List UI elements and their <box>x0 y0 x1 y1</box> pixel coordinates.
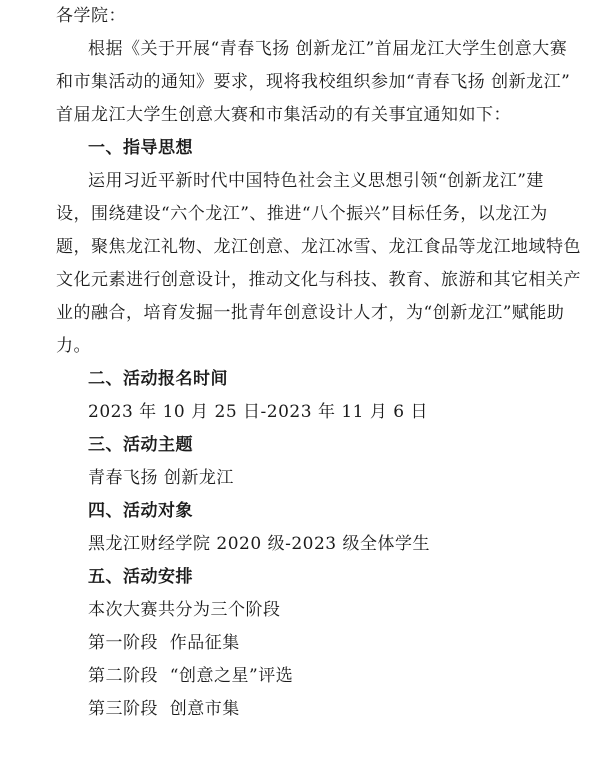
section-heading-time: 二、活动报名时间 <box>88 369 228 389</box>
intro-line-2: 和市集活动的通知》要求，现将我校组织参加“青春飞扬 创新龙江” <box>56 72 571 92</box>
activity-target: 黑龙江财经学院 2020 级-2023 级全体学生 <box>88 534 430 554</box>
guide-line-6: 力。 <box>56 336 91 356</box>
guide-line-1: 运用习近平新时代中国特色社会主义思想引领“创新龙江”建 <box>88 171 544 191</box>
schedule-line-1: 本次大赛共分为三个阶段 <box>88 600 281 620</box>
schedule-line-3: 第二阶段 “创意之星”评选 <box>88 666 294 686</box>
guide-line-2: 设，围绕建设“六个龙江”、推进“八个振兴”目标任务，以龙江为 <box>56 204 548 224</box>
section-heading-target: 四、活动对象 <box>88 501 193 521</box>
guide-line-4: 文化元素进行创意设计，推动文化与科技、教育、旅游和其它相关产 <box>56 270 581 290</box>
activity-theme: 青春飞扬 创新龙江 <box>88 468 234 488</box>
section-heading-guide: 一、指导思想 <box>88 138 193 158</box>
section-heading-theme: 三、活动主题 <box>88 435 193 455</box>
registration-time: 2023 年 10 月 25 日-2023 年 11 月 6 日 <box>88 402 429 422</box>
guide-line-3: 题，聚焦龙江礼物、龙江创意、龙江冰雪、龙江食品等龙江地域特色 <box>56 237 581 257</box>
schedule-line-4: 第三阶段 创意市集 <box>88 699 240 719</box>
intro-line-1: 根据《关于开展“青春飞扬 创新龙江”首届龙江大学生创意大赛 <box>88 39 568 59</box>
section-heading-schedule: 五、活动安排 <box>88 567 193 587</box>
schedule-line-2: 第一阶段 作品征集 <box>88 633 240 653</box>
salutation: 各学院： <box>56 6 126 26</box>
guide-line-5: 业的融合，培育发掘一批青年创意设计人才，为“创新龙江”赋能助 <box>56 303 565 323</box>
intro-line-3: 首届龙江大学生创意大赛和市集活动的有关事宜通知如下： <box>56 105 511 125</box>
